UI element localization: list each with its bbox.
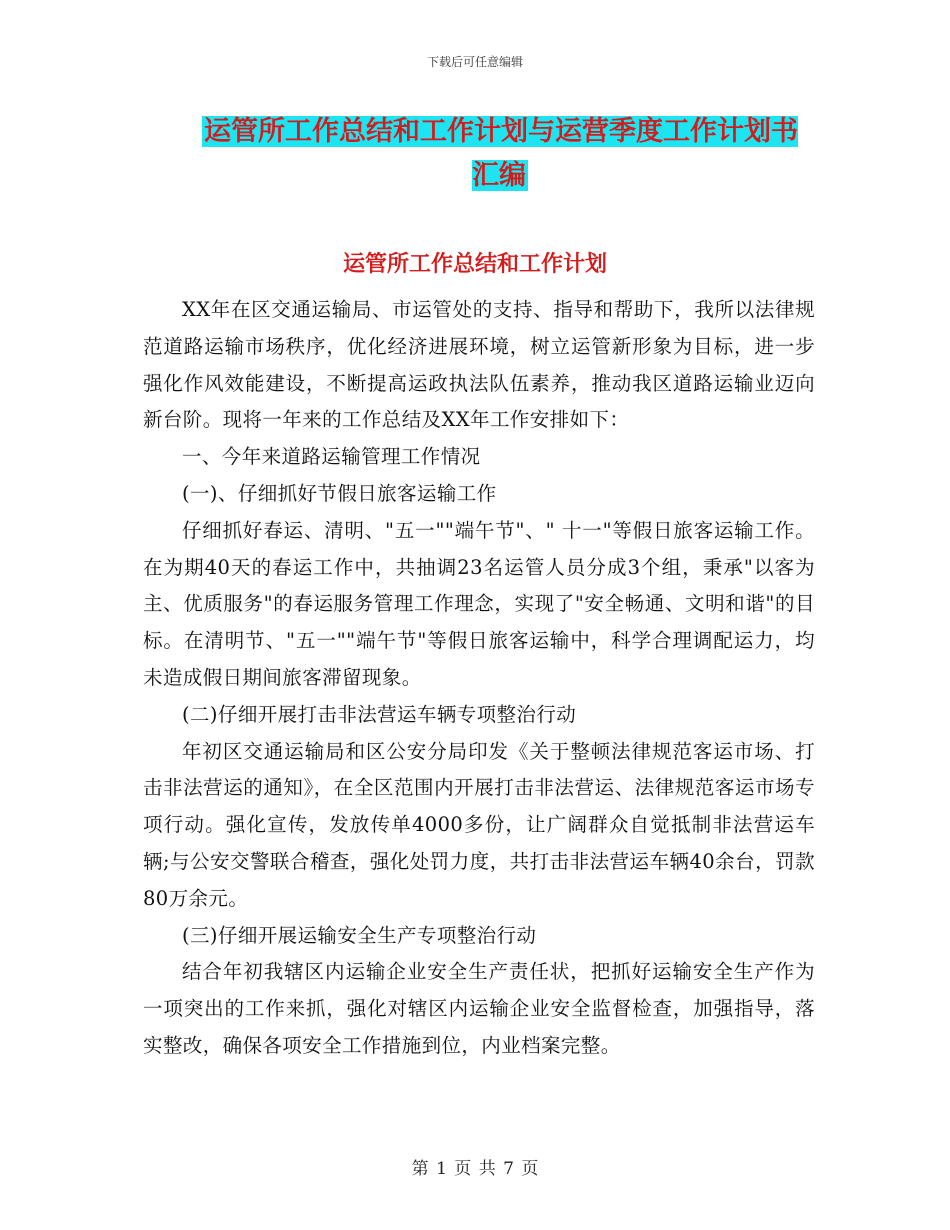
paragraph: (三)仔细开展运输安全生产专项整治行动 (182, 923, 537, 947)
paragraph: 一、今年来道路运输管理工作情况 (182, 445, 481, 469)
document-body (143, 292, 815, 1065)
page-footer: 第 1 页 共 7 页 (411, 1159, 539, 1179)
paragraph: (二)仔细开展打击非法营运车辆专项整治行动 (182, 702, 577, 726)
paragraph: 仔细抓好春运、清明、"五一""端午节"、" 十一"等假日旅客运输工作。在为期40天的春运工作中，共抽调23名运管人员分成3个组，秉承"以客为主、优质服务"的春运服务管理工作理念，实现了"安全畅通、文明和谐"的目标。在清明节、"五一""端午节"等假日旅客运输中，科学合理调配运力，均未造成假日期间旅客滞留现象。 (143, 518, 815, 689)
paragraph: 结合年初我辖区内运输企业安全生产责任状，把抓好运输安全生产作为一项突出的工作来抓，强化对辖区内运输企业安全监督检查，加强指导，落实整改，确保各项安全工作措施到位，内业档案完整。 (143, 960, 815, 1057)
paragraph: 年初区交通运输局和区公安分局印发《关于整顿法律规范客运市场、打击非法营运的通知》，在全区范围内开展打击非法营运、法律规范客运市场专项行动。强化宣传，发放传单4000多份，让广阔群众自觉抵制非法营运车辆;与公安交警联合稽查，强化处罚力度，共打击非法营运车辆40余台，罚款80万余元。 (143, 739, 815, 910)
header-note: 下载后可任意编辑 (426, 55, 523, 69)
paragraph: (一)、仔细抓好节假日旅客运输工作 (182, 481, 497, 505)
section-title: 运管所工作总结和工作计划 (342, 252, 607, 277)
paragraph: XX年在区交通运输局、市运管处的支持、指导和帮助下，我所以法律规范道路运输市场秩序，优化经济进展环境，树立运管新形象为目标，进一步强化作风效能建设，不断提高运政执法队伍素养，推动我区道路运输业迈向新台阶。现将一年来的工作总结及XX年工作安排如下： (143, 298, 815, 432)
document-title (190, 110, 810, 198)
document-title-text: 运管所工作总结和工作计划与运营季度工作计划书汇编 (204, 116, 798, 191)
